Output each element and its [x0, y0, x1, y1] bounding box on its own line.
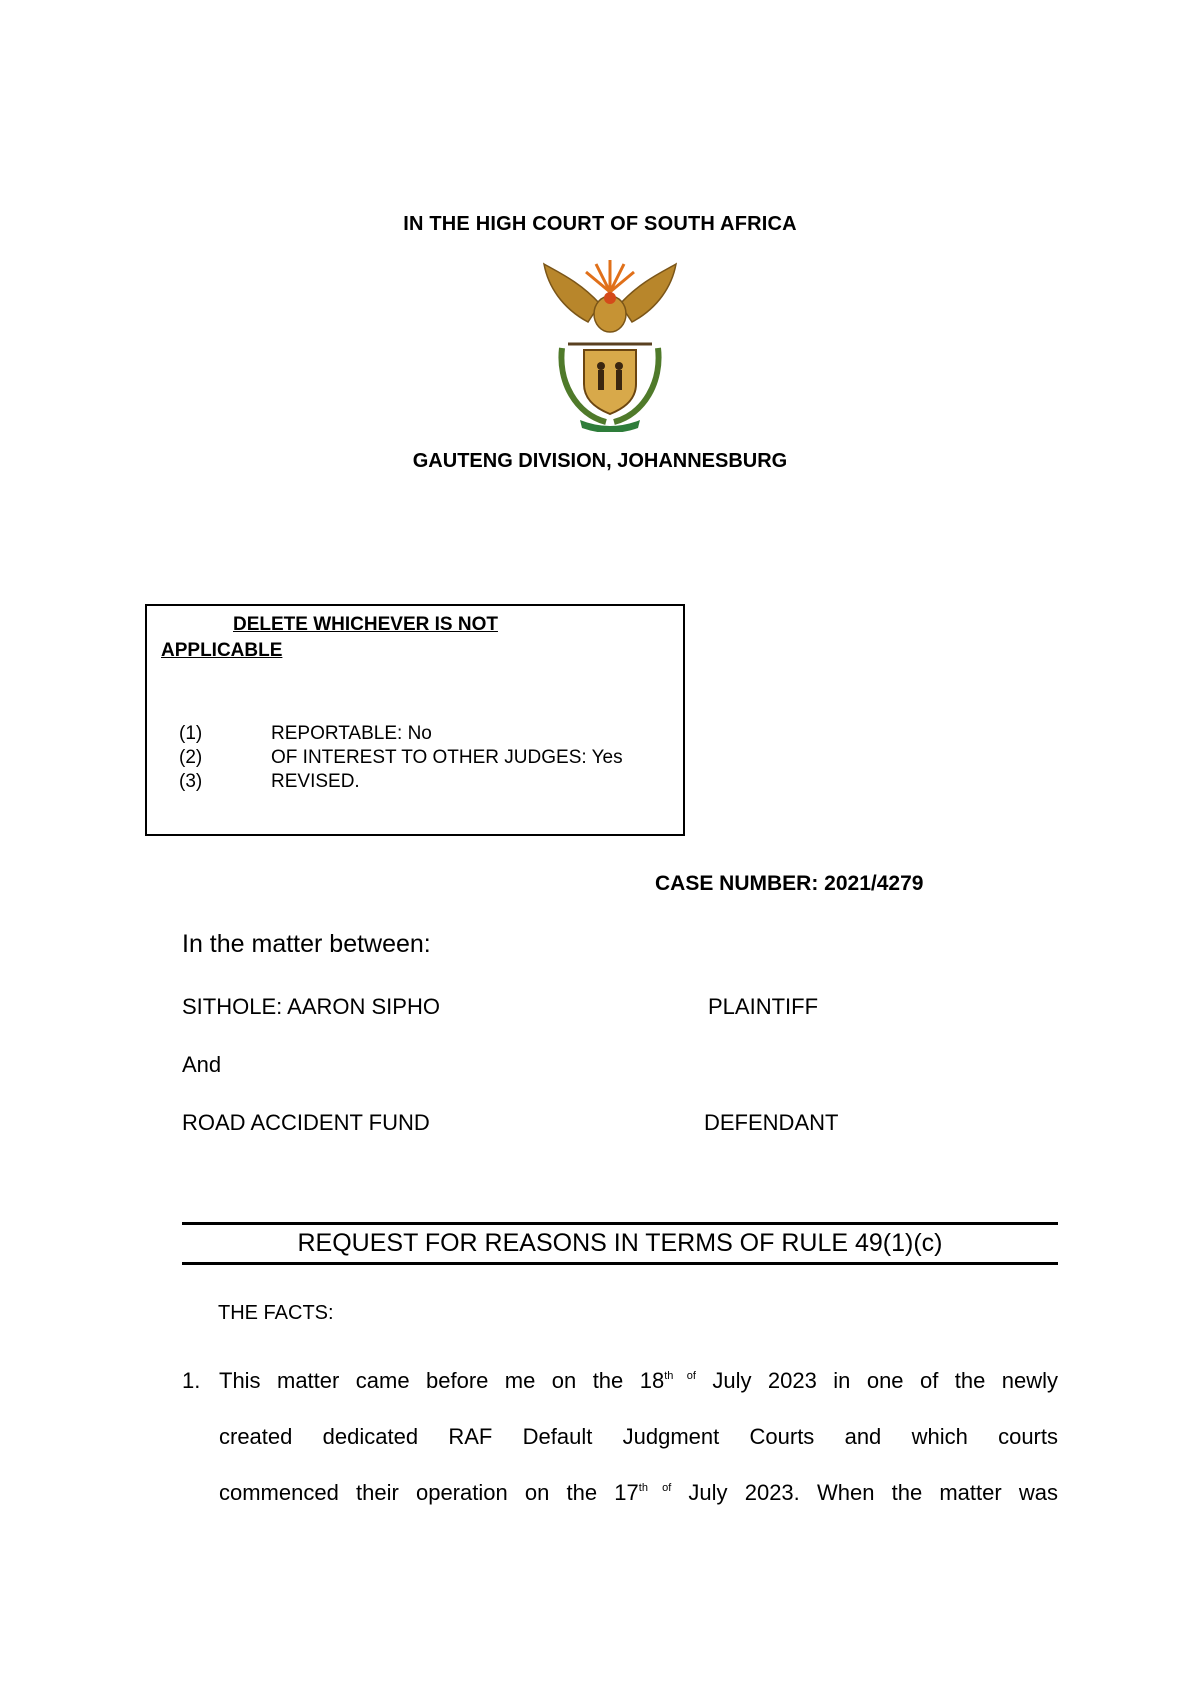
document-heading: REQUEST FOR REASONS IN TERMS OF RULE 49(1)(c) [297, 1229, 943, 1257]
heading-rule-bottom [182, 1262, 1058, 1265]
applicability-box [145, 604, 685, 836]
list-item [179, 746, 623, 770]
court-division: GAUTENG DIVISION, JOHANNESBURG [412, 450, 788, 472]
defendant-name: ROAD ACCIDENT FUND [182, 1110, 430, 1135]
text-segment: This matter came before me on the 18 [219, 1368, 665, 1393]
court-title: IN THE HIGH COURT OF SOUTH AFRICA [403, 213, 797, 235]
paragraph-number: 1. [182, 1368, 201, 1393]
case-number: CASE NUMBER: 2021/4279 [655, 872, 924, 895]
matter-intro: In the matter between: [182, 930, 431, 958]
list-item [179, 722, 623, 746]
text-segment: July 2023. When the matter was [671, 1480, 1059, 1505]
box-heading: DELETE WHICHEVER IS NOT APPLICABLE [161, 614, 498, 661]
text-segment: commenced their operation on the 17 [219, 1480, 639, 1505]
paragraph-line [219, 1480, 1058, 1506]
heading-rule-top [182, 1222, 1058, 1225]
plaintiff-role: PLAINTIFF [708, 994, 819, 1019]
list-item [179, 770, 623, 794]
defendant-role: DEFENDANT [704, 1110, 839, 1135]
item-number: (1) [179, 723, 203, 744]
superscript: th of [664, 1370, 696, 1382]
party-conjunction: And [182, 1052, 222, 1077]
plaintiff-name: SITHOLE: AARON SIPHO [182, 994, 440, 1019]
item-number: (3) [179, 771, 203, 792]
item-text: OF INTEREST TO OTHER JUDGES: Yes [271, 747, 623, 768]
item-number: (2) [179, 747, 203, 768]
applicability-list [179, 722, 623, 794]
text-segment: July 2023 in one of the newly [695, 1368, 1059, 1393]
paragraph-line: created dedicated RAF Default Judgment Courts and which courts [219, 1424, 1058, 1449]
item-text: REPORTABLE: No [271, 723, 432, 744]
paragraph-line [219, 1368, 1058, 1394]
coat-of-arms-icon [540, 252, 680, 432]
superscript: th of [638, 1482, 672, 1494]
item-text: REVISED. [271, 771, 360, 792]
facts-heading: THE FACTS: [218, 1302, 334, 1324]
